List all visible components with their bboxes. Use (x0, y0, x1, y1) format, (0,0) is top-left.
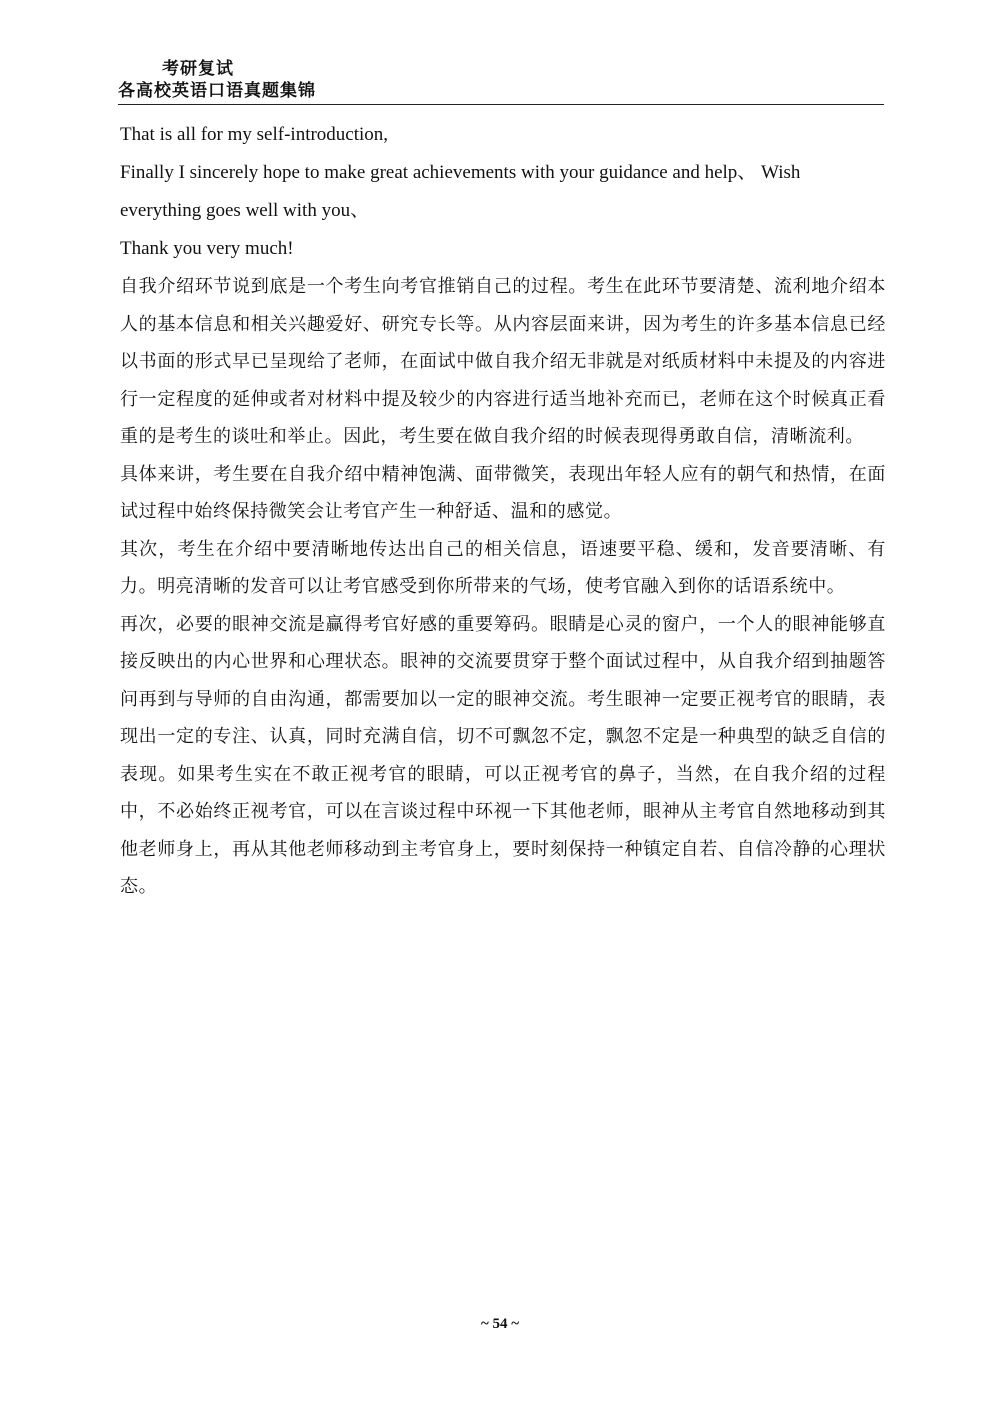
paragraph-third: 再次，必要的眼神交流是赢得考官好感的重要筹码。眼睛是心灵的窗户，一个人的眼神能够直接反映出的内心世界和心理状态。眼神的交流要贯穿于整个面试过程中，从自我介绍到抽题答问再到与导师的自由沟通，都需要加以一定的眼神交流。考生眼神一定要正视考官的眼睛，表现出一定的专注、认真，同时充满自信，切不可飘忽不定，飘忽不定是一种典型的缺乏自信的表现。如果考生实在不敢正视考官的眼睛，可以正视考官的鼻子，当然，在自我介绍的过程中，不必始终正视考官，可以在言谈过程中环视一下其他老师，眼神从主考官自然地移动到其他老师身上，再从其他老师移动到主考官身上，要时刻保持一种镇定自若、自信冷静的心理状态。 (120, 613, 886, 897)
english-line-2: Finally I sincerely hope to make great achievements with your guidance and help、 Wish (120, 162, 801, 183)
running-header (118, 58, 888, 102)
header-subtitle: 各高校英语口语真题集锦 (118, 81, 316, 101)
page-body (120, 116, 886, 906)
english-line-4: Thank you very much! (120, 238, 294, 259)
header-divider (118, 104, 884, 105)
header-title: 考研复试 (162, 59, 234, 79)
paragraph-intro: 自我介绍环节说到底是一个考生向考官推销自己的过程。考生在此环节要清楚、流利地介绍本人的基本信息和相关兴趣爱好、研究专长等。从内容层面来讲，因为考生的许多基本信息已经以书面的形式早已呈现给了老师，在面试中做自我介绍无非就是对纸质材料中未提及的内容进行一定程度的延伸或者对材料中提及较少的内容进行适当地补充而已，老师在这个时候真正看重的是考生的谈吐和举止。因此，考生要在做自我介绍的时候表现得勇敢自信，清晰流利。 (120, 276, 886, 447)
english-line-3: everything goes well with you、 (120, 200, 370, 221)
paragraph-specifics: 具体来讲，考生要在自我介绍中精神饱满、面带微笑，表现出年轻人应有的朝气和热情，在面试过程中始终保持微笑会让考官产生一种舒适、温和的感觉。 (120, 463, 886, 522)
english-line-1: That is all for my self-introduction, (120, 124, 389, 145)
page-number: ~ 54 ~ (480, 1316, 520, 1332)
paragraph-second: 其次，考生在介绍中要清晰地传达出自己的相关信息，语速要平稳、缓和，发音要清晰、有力。明亮清晰的发音可以让考官感受到你所带来的气场，使考官融入到你的话语系统中。 (120, 538, 886, 597)
